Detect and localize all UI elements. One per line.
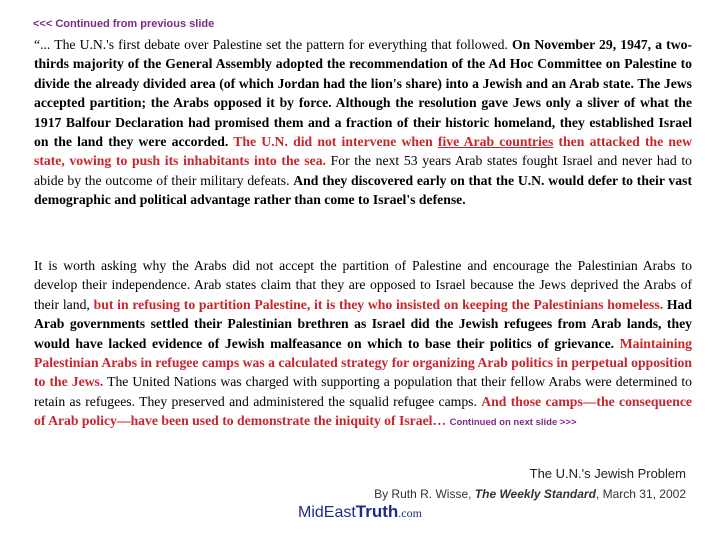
mideasttruth-logo — [298, 502, 422, 522]
p1-attack-highlight: then attacked the new state, vowing to push its inhabitants into the sea. — [34, 134, 693, 169]
p2-iniquity-highlight: And those camps—the consequence of Arab policy—have been used to demonstrate the iniquity of Israel… — [34, 393, 692, 429]
p1-underlined-phrase: five Arab countries — [437, 134, 554, 150]
source-byline — [374, 487, 686, 501]
paragraph-2 — [34, 256, 692, 433]
p2-refugees-text: Had Arab governments settled their Palestinian brethren as Israel did the Jewish refugees from Arab lands, they would have lacked evidence of Jewish malfeasance on which to base their politics of grievance. — [34, 296, 693, 351]
byline-date: , March 31, 2002 — [595, 487, 686, 501]
p2-un-charged-text: The United Nations was charged with supporting a population that their fellow Arabs were determined to retain as refugees. They preserved and administered the squalid refugee camps. — [34, 374, 693, 409]
continued-from-previous-label: <<< Continued from previous slide — [33, 18, 215, 30]
p1-intro-text: “... The U.N.'s first debate over Palestine set the pattern for everything that followed. — [34, 37, 512, 52]
logo-com: .com — [398, 506, 422, 520]
p1-un-highlight: The U.N. did not intervene when — [233, 134, 438, 150]
p1-partition-text: On November 29, 1947, a two-thirds majority of the General Assembly adopted the recommendation of the Ad Hoc Committee on Palestine to divide the already divided area (of which Jordan had the lion's share) into a Jewish and an Arab state. The Jews accepted partition; the Arabs opposed it by force. Although the resolution gave Jews only a sliver of what the 1917 Balfour Declaration had promised them and a fraction of their historic homeland, they established Israel on the land they were accorded. — [34, 37, 692, 150]
logo-mideast: MidEast — [298, 504, 356, 521]
p1-fifty-three-years-text: For the next 53 years Arab states fought Israel and never had to abide by the outcome of their military defeats. — [34, 153, 692, 188]
p2-intro-text: It is worth asking why the Arabs did not accept the partition of Palestine and encourage the Palestinian Arabs to develop their independence. Arab states claim that they are opposed to Israel because the Jews deprived the Arabs of their land, — [34, 258, 692, 312]
byline-author: By Ruth R. Wisse, — [374, 487, 475, 501]
p2-strategy-highlight: Maintaining Palestinian Arabs in refugee camps was a calculated strategy for organizing Arab politics in perpetual opposition to the Jews. — [34, 335, 692, 390]
paragraph-1 — [34, 35, 692, 210]
p2-homeless-highlight: but in refusing to partition Palestine, it is they who insisted on keeping the Palestinians homeless. — [93, 296, 664, 312]
continued-next-label: Continued on next slide >>> — [449, 417, 577, 429]
logo-truth: Truth — [355, 502, 399, 521]
p1-defer-text: And they discovered early on that the U.N. would defer to their vast demographic and political advantage rather than come to Israel's defense. — [34, 172, 692, 208]
byline-publication: The Weekly Standard — [474, 487, 596, 501]
source-article-title: The U.N.'s Jewish Problem — [529, 466, 686, 481]
